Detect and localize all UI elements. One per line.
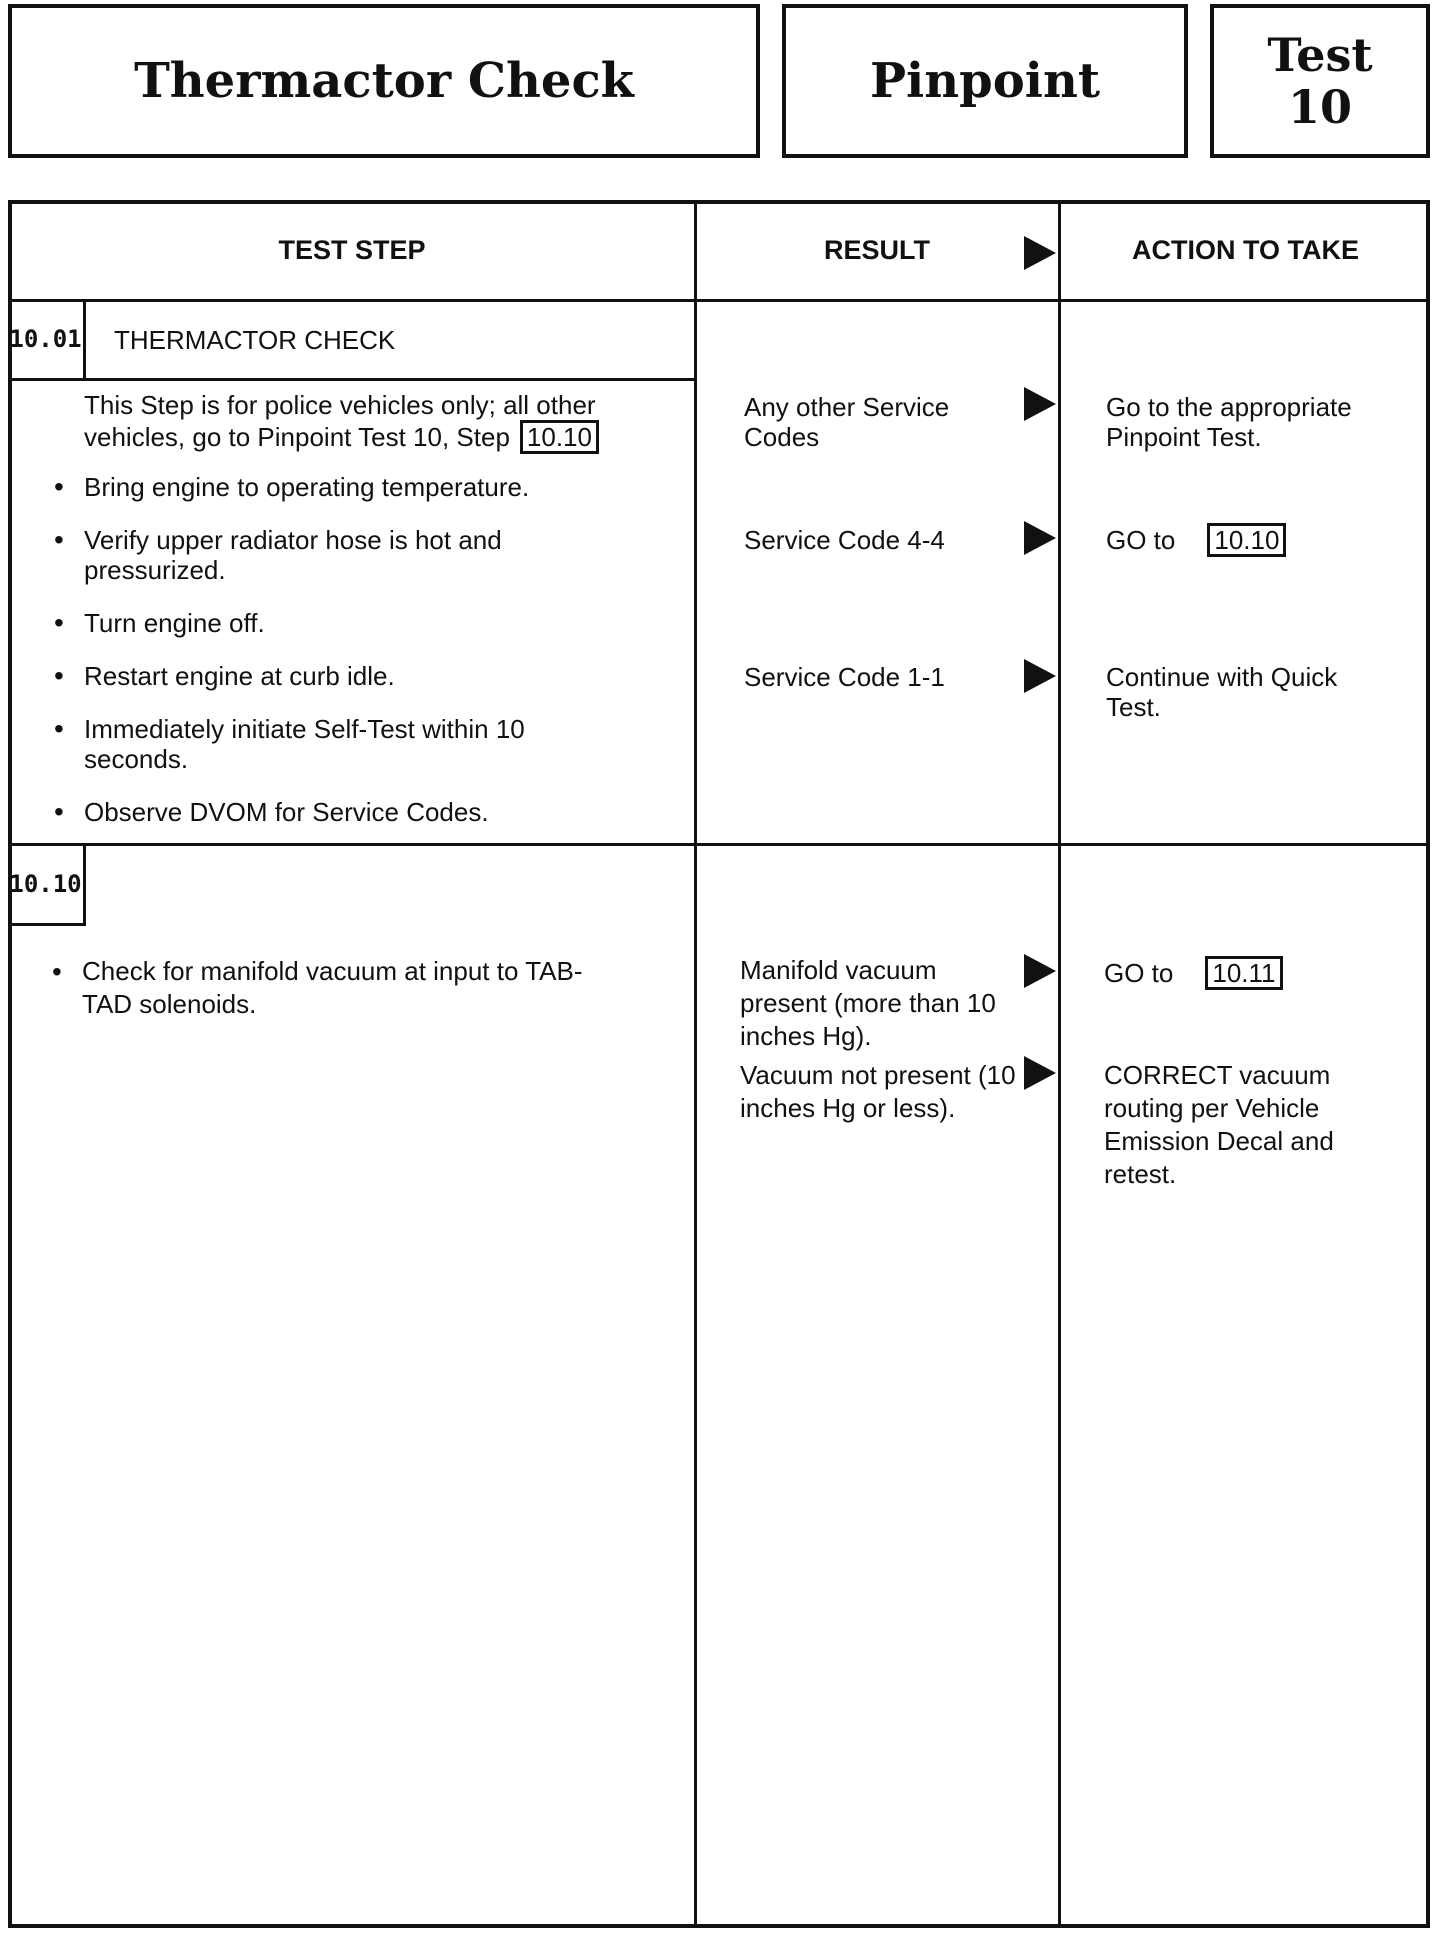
arrow-right-icon	[1024, 387, 1056, 421]
col-header-action: ACTION TO TAKE	[1132, 234, 1359, 265]
arrow-right-icon	[1024, 236, 1056, 270]
result-item: Manifold vacuum present (more than 10 inches Hg).	[740, 955, 996, 1051]
step-ref-1010[interactable]: 10.10	[1207, 523, 1286, 557]
list-item: • Verify upper radiator hose is hot and pressurized.	[84, 525, 644, 585]
divider	[1058, 200, 1061, 1928]
test-label: Test	[1267, 28, 1373, 82]
step-intro: This Step is for police vehicles only; all other vehicles, go to Pinpoint Test 10, Step 10.10	[84, 390, 684, 454]
test-number-box	[1210, 4, 1430, 158]
action-item: Continue with Quick Test.	[1106, 662, 1338, 722]
action-item: GO to 10.11	[1104, 956, 1404, 990]
section-box	[782, 4, 1188, 158]
step-number-1010: 10.10	[8, 844, 86, 926]
divider	[8, 378, 696, 381]
section-title: Pinpoint	[869, 53, 1101, 109]
arrow-right-icon	[1024, 521, 1056, 555]
result-item: Service Code 4-4	[744, 525, 945, 555]
action-item: CORRECT vacuum routing per Vehicle Emission Decal and retest.	[1104, 1060, 1334, 1189]
title-box	[8, 4, 760, 158]
step-ref-1011[interactable]: 10.11	[1205, 956, 1282, 990]
list-item: • Restart engine at curb idle.	[84, 661, 684, 691]
result-item: Vacuum not present (10 inches Hg or less).	[740, 1060, 1016, 1123]
list-item: • Turn engine off.	[84, 608, 684, 638]
list-item: • Bring engine to operating temperature.	[84, 472, 684, 502]
page-title: Thermactor Check	[134, 53, 634, 109]
step-ref-1010[interactable]: 10.10	[520, 420, 599, 454]
divider	[8, 843, 1430, 846]
test-number: 10	[1287, 80, 1352, 134]
divider	[694, 200, 697, 1928]
result-item: Any other Service Codes	[744, 392, 950, 452]
list-item: • Immediately initiate Self-Test within 10 seconds.	[84, 714, 624, 774]
step-title-1001: THERMACTOR CHECK	[114, 325, 396, 355]
action-item: GO to 10.10	[1106, 523, 1406, 557]
step-number-1001: 10.01	[8, 300, 86, 381]
arrow-right-icon	[1024, 659, 1056, 693]
col-header-result: RESULT	[824, 234, 930, 265]
list-item: • Check for manifold vacuum at input to TAB-TAD solenoids.	[82, 955, 602, 1021]
list-item: • Observe DVOM for Service Codes.	[84, 797, 684, 827]
result-item: Service Code 1-1	[744, 662, 945, 692]
action-item: Go to the appropriate Pinpoint Test.	[1106, 392, 1352, 452]
col-header-test-step: TEST STEP	[278, 234, 426, 265]
arrow-right-icon	[1024, 954, 1056, 988]
arrow-right-icon	[1024, 1056, 1056, 1090]
